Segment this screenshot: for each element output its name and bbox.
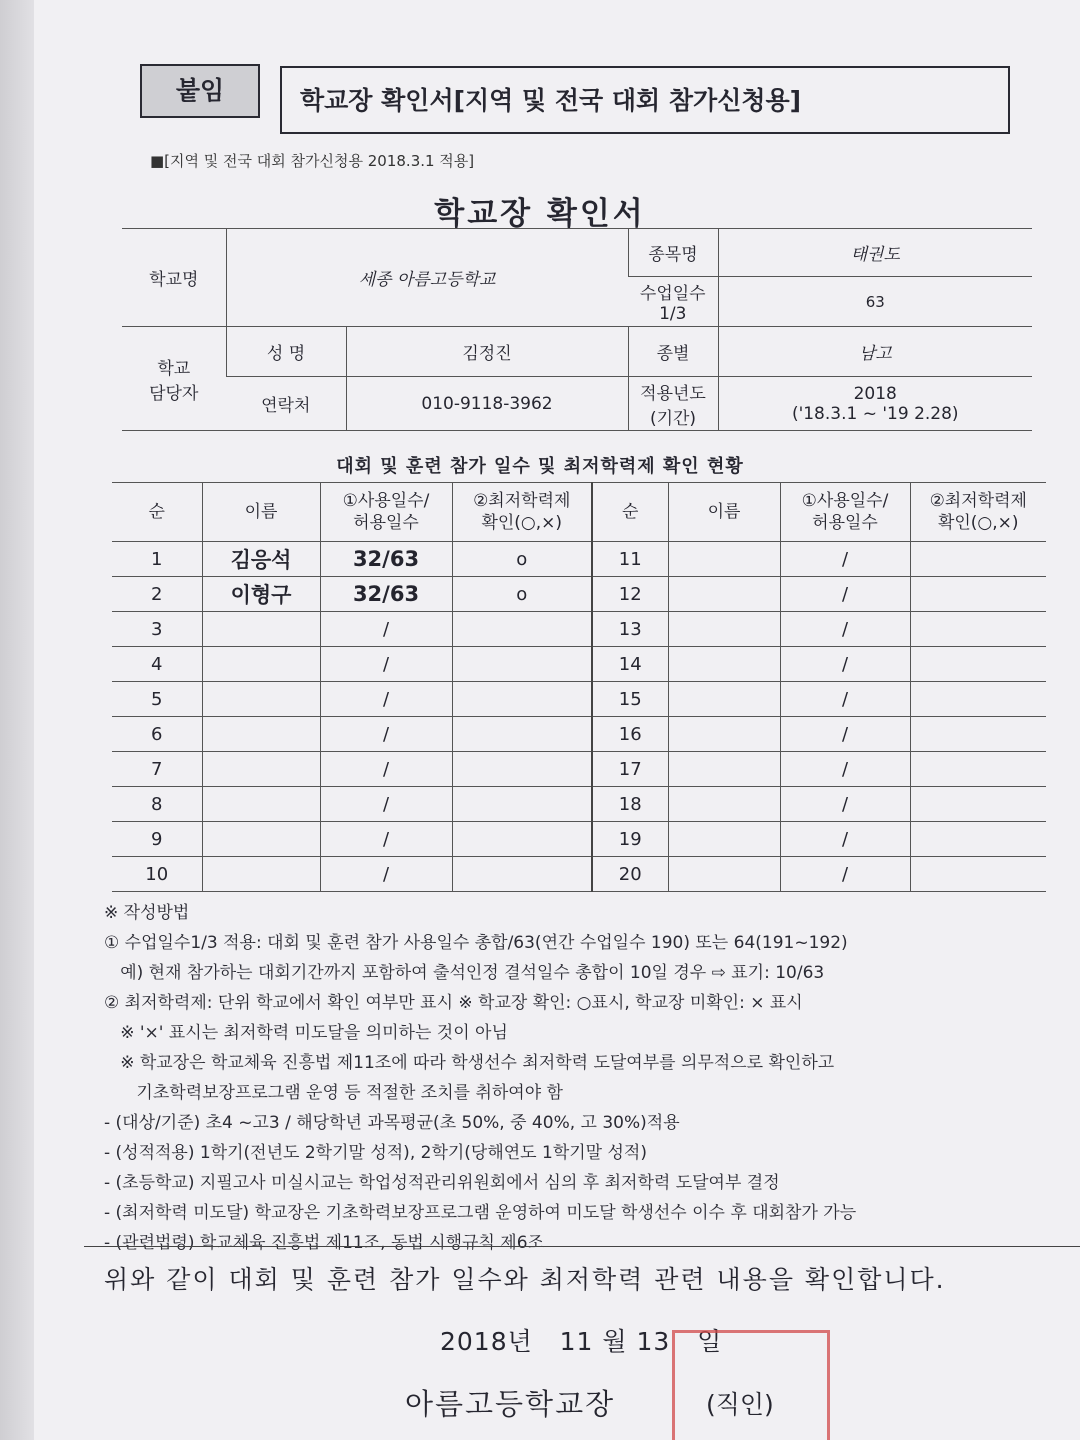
row-no-right: 12 [592,577,668,612]
participation-table [112,482,1046,892]
instruction-line: 예) 현재 참가하는 대회기간까지 포함하여 출석인정 결석일수 총합이 10일 경우 ⇨ 표기: 10/63 [104,963,825,983]
row-name-right [668,822,780,857]
type-label: 종별 [628,327,718,377]
row-min [452,787,592,822]
row-name-right [668,647,780,682]
attachment-label: 붙임 [140,64,260,118]
row-no-right: 17 [592,752,668,787]
row-min [452,647,592,682]
table-row [112,752,1046,787]
row-days-right: / [780,822,910,857]
form-title-box: 학교장 확인서[지역 및 전국 대회 참가신청용] [280,66,1010,134]
row-name [202,682,320,717]
header-days-right-line1: ①사용일수/ [801,490,889,511]
row-min-right [910,822,1046,857]
row-min: o [452,542,592,577]
row-days-right: / [780,787,910,822]
header-days [320,483,452,542]
row-name-right [668,787,780,822]
row-no-right: 11 [592,542,668,577]
row-no: 6 [112,717,202,752]
school-name-value: 세종 아름고등학교 [226,229,628,327]
row-no: 3 [112,612,202,647]
participation-title: 대회 및 훈련 참가 일수 및 최저학력제 확인 현황 [336,456,744,477]
row-min-right [910,682,1046,717]
principal-title: 아름고등학교장 [405,1387,616,1421]
sport-value: 태권도 [718,229,1032,277]
row-days: / [320,717,452,752]
days-label-line1: 수업일수 [639,284,706,304]
row-days: / [320,752,452,787]
name-label: 성 명 [226,327,346,377]
seal-placeholder: (직인) [706,1390,774,1419]
row-days: / [320,612,452,647]
header-days-line1: ①사용일수/ [342,490,430,511]
table-row [112,857,1046,892]
row-min-right [910,612,1046,647]
row-name [202,857,320,892]
row-days-right: / [780,752,910,787]
row-days-right: / [780,577,910,612]
row-min-right [910,752,1046,787]
row-days: 32/63 [320,542,452,577]
row-name [202,717,320,752]
instruction-line: ① 수업일수1/3 적용: 대회 및 훈련 참가 사용일수 총합/63(연간 수업일수 190) 또는 64(191~192) [104,933,848,953]
instruction-line: ※ 학교장은 학교체육 진흥법 제11조에 따라 학생선수 최저학력 도달여부를 의무적으로 확인하고 [104,1053,835,1073]
row-days: / [320,647,452,682]
table-row [112,822,1046,857]
header-min-right [910,483,1046,542]
row-no-right: 14 [592,647,668,682]
row-no: 8 [112,787,202,822]
row-no-right: 16 [592,717,668,752]
instruction-line: ※ '×' 표시는 최저학력 미도달을 의미하는 것이 아님 [104,1023,508,1043]
table-row [112,682,1046,717]
section-divider [84,1246,1080,1247]
form-subheading: ■[지역 및 전국 대회 참가신청용 2018.3.1 적용] [150,152,475,170]
header-no: 순 [112,483,202,542]
row-min [452,612,592,647]
signing-date: 2018년 11 월 13 일 [440,1327,723,1356]
row-name-right [668,682,780,717]
row-name [202,822,320,857]
year-value-line1: 2018 [853,383,897,404]
days-label-line2: 1/3 [659,304,687,324]
instruction-line: - (성적적용) 1학기(전년도 2학기말 성적), 2학기(당해연도 1학기말 성적) [104,1143,647,1163]
confirmation-statement: 위와 같이 대회 및 훈련 참가 일수와 최저학력 관련 내용을 확인합니다. [104,1265,946,1294]
header-days-right-line2: 허용일수 [812,513,878,533]
instruction-line: - (관련법령) 학교체육 진흥법 제11조, 동법 시행규칙 제6조 [104,1233,544,1253]
sport-label: 종목명 [628,229,718,277]
year-label-line1: 적용년도 [640,383,706,404]
header-days-line2: 허용일수 [353,513,419,533]
row-no-right: 19 [592,822,668,857]
row-name-right [668,857,780,892]
row-days: / [320,787,452,822]
year-value [718,377,1032,431]
row-name-right [668,577,780,612]
row-name-right [668,612,780,647]
document-title: 학교장 확인서 [434,196,646,232]
contact-value: 010-9118-3962 [346,377,628,431]
row-min-right [910,717,1046,752]
days-label [628,277,718,327]
manager-label [122,327,226,431]
header-no-right: 순 [592,483,668,542]
row-no: 9 [112,822,202,857]
row-no: 5 [112,682,202,717]
header-min-line2: 확인(○,×) [481,513,563,533]
days-value: 63 [718,277,1032,327]
row-days-right: / [780,647,910,682]
header-min-right-line1: ②최저학력제 [929,490,1027,511]
year-label-line2: (기간) [649,408,697,429]
instructions-section [104,898,1080,1258]
table-row [112,577,1046,612]
row-no-right: 20 [592,857,668,892]
row-no-right: 18 [592,787,668,822]
row-name [202,752,320,787]
table-row [112,542,1046,577]
row-days-right: / [780,857,910,892]
row-min: o [452,577,592,612]
year-label [628,377,718,431]
instruction-line: ② 최저학력제: 단위 학교에서 확인 여부만 표시 ※ 학교장 확인: ○표시, 학교장 미확인: × 표시 [104,993,803,1013]
row-days: / [320,822,452,857]
row-min-right [910,542,1046,577]
table-header-row [112,483,1046,542]
row-no: 4 [112,647,202,682]
row-no: 1 [112,542,202,577]
row-days-right: / [780,612,910,647]
table-row [112,787,1046,822]
manager-label-line2: 담당자 [149,383,199,404]
table-row [112,647,1046,682]
row-name-right [668,717,780,752]
row-days: / [320,682,452,717]
row-days: 32/63 [320,577,452,612]
table-row [112,717,1046,752]
row-min [452,752,592,787]
row-min-right [910,647,1046,682]
instruction-line: - (초등학교) 지필고사 미실시교는 학업성적관리위원회에서 심의 후 최저학력 도달여부 결정 [104,1173,780,1193]
row-no-right: 13 [592,612,668,647]
instruction-line: 기초학력보장프로그램 운영 등 적절한 조치를 취하여야 함 [104,1083,563,1103]
row-no: 2 [112,577,202,612]
instructions-heading: ※ 작성방법 [104,903,190,923]
row-name: 이형구 [202,577,320,612]
row-days-right: / [780,542,910,577]
row-days-right: / [780,717,910,752]
header-name: 이름 [202,483,320,542]
row-min-right [910,857,1046,892]
row-no-right: 15 [592,682,668,717]
header-name-right: 이름 [668,483,780,542]
row-min-right [910,577,1046,612]
row-no: 7 [112,752,202,787]
manager-label-line1: 학교 [157,358,191,379]
school-name-label: 학교명 [122,229,226,327]
row-min-right [910,787,1046,822]
type-value: 남고 [718,327,1032,377]
header-min [452,483,592,542]
school-info-table [122,228,1032,431]
row-name [202,787,320,822]
row-name-right [668,752,780,787]
row-name [202,612,320,647]
header-min-line1: ②최저학력제 [473,490,571,511]
instruction-line: - (대상/기준) 초4 ~고3 / 해당학년 과목평균(초 50%, 중 40%, 고 30%)적용 [104,1113,680,1133]
contact-label: 연락처 [226,377,346,431]
row-name-right [668,542,780,577]
name-value: 김정진 [346,327,628,377]
row-name: 김응석 [202,542,320,577]
row-min [452,717,592,752]
instruction-line: - (최저학력 미도달) 학교장은 기초학력보장프로그램 운영하여 미도달 학생선수 이수 후 대회참가 가능 [104,1203,857,1223]
header-min-right-line2: 확인(○,×) [937,513,1019,533]
year-value-line2: ('18.3.1 ~ '19 2.28) [791,403,959,424]
row-days: / [320,857,452,892]
row-min [452,822,592,857]
row-min [452,857,592,892]
row-name [202,647,320,682]
header-days-right [780,483,910,542]
row-days-right: / [780,682,910,717]
table-row [112,612,1046,647]
row-no: 10 [112,857,202,892]
row-min [452,682,592,717]
